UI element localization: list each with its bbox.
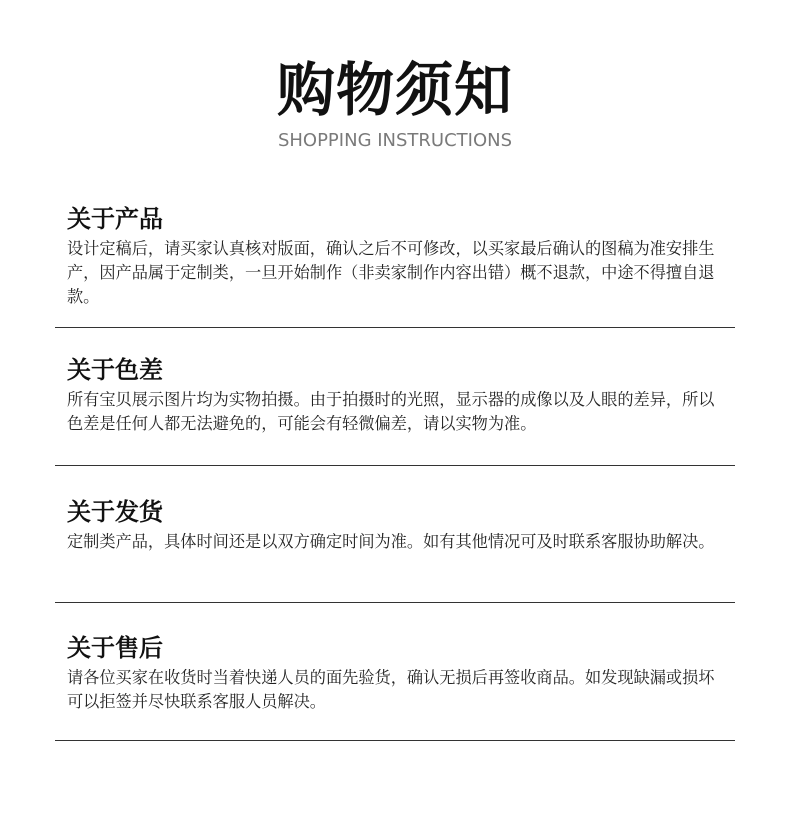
page-title: 购物须知 (276, 56, 513, 124)
section-title: 关于色差 (67, 356, 163, 384)
page-header (0, 52, 790, 152)
divider (55, 740, 735, 741)
section-title: 关于发货 (67, 498, 163, 526)
divider (55, 602, 735, 603)
divider (55, 327, 735, 328)
section-body: 请各位买家在收货时当着快递人员的面先验货，确认无损后再签收商品。如发现缺漏或损坏可以拒签并尽快联系客服人员解决。 (67, 668, 715, 711)
page-subtitle: SHOPPING INSTRUCTIONS (277, 130, 513, 151)
section-body: 定制类产品，具体时间还是以双方确定时间为准。如有其他情况可及时联系客服协助解决。 (67, 532, 715, 551)
section-body: 所有宝贝展示图片均为实物拍摄。由于拍摄时的光照，显示器的成像以及人眼的差异，所以色差是任何人都无法避免的，可能会有轻微偏差，请以实物为准。 (67, 390, 715, 433)
section-title: 关于售后 (67, 634, 163, 662)
section-title: 关于产品 (67, 205, 163, 233)
section-body: 设计定稿后，请买家认真核对版面，确认之后不可修改，以买家最后确认的图稿为准安排生产，因产品属于定制类，一旦开始制作（非卖家制作内容出错）概不退款，中途不得擅自退款。 (67, 239, 715, 306)
divider (55, 465, 735, 466)
